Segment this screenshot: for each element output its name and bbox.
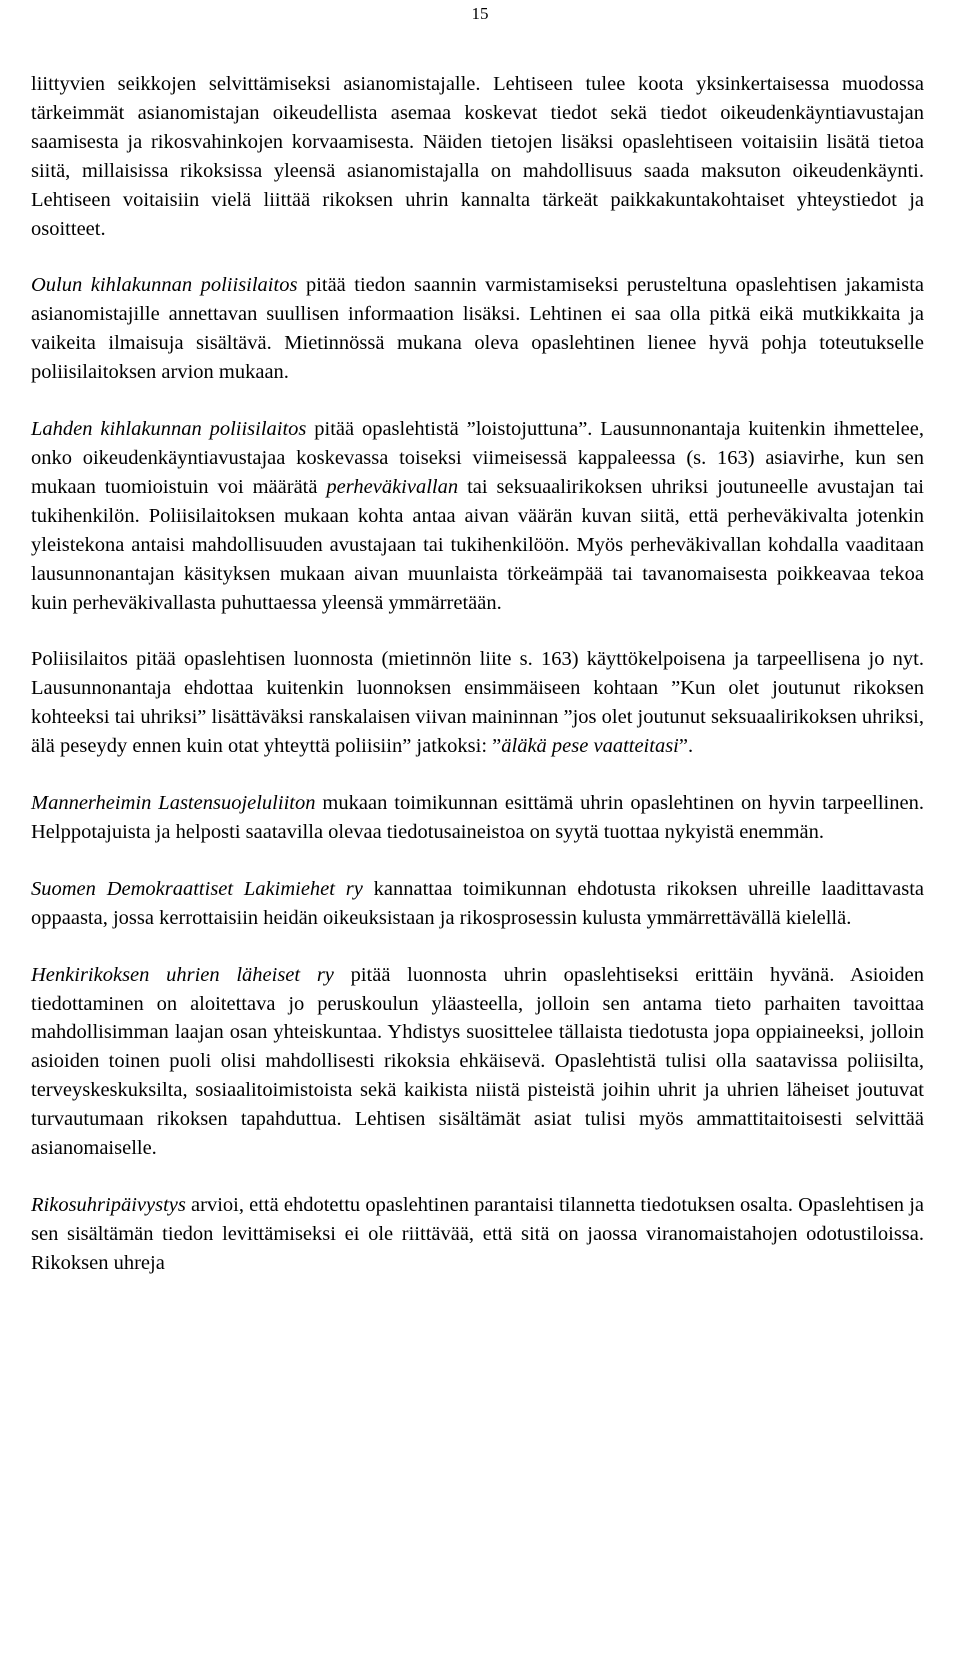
paragraph-text: pitää tiedon saannin varmistamiseksi perusteltuna opaslehtisen jakamista asianomistajille annettavan suullisen informaation lisäksi. Lehtinen ei saa olla pitkä eikä mutkikkaita ja vaikeita ilmaisuja sisältävä. Mietinnössä mukana oleva opaslehtinen lienee hyvä pohja toteutukselle poliisilaitoksen arvion mukaan. (31, 274, 924, 384)
paragraph-text: pitää opaslehtistä ”loistojuttuna”. Lausunnonantaja kuitenkin ihmettelee, onko oikeudenkäyntiavustajaa koskevassa toiseksi viimeisessä kappaleessa (s. 163) asiavirhe, kun sen mukaan tuomioistuin voi määrätä (31, 418, 924, 498)
paragraph (31, 875, 924, 933)
paragraph-text: liittyvien seikkojen selvittämiseksi asianomistajalle. Lehtiseen tulee koota yksinkertaisessa muodossa tärkeimmät asianomistajan oikeudellista asemaa koskevat tiedot sekä tiedot oikeudenkäyntiavustajan saamisesta ja rikosvahinkojen korvaamisesta. Näiden tietojen lisäksi opaslehtiseen voitaisiin lisätä tietoa siitä, millaisissa rikoksissa yleensä asianomistajalla on mahdollisuus saada maksuton oikeudenkäynti. Lehtiseen voitaisiin vielä liittää rikoksen uhrin kannalta tärkeät paikkakuntakohtaiset yhteystiedot ja osoitteet. (31, 73, 924, 240)
paragraph (31, 1191, 924, 1278)
paragraph-text: ”. (678, 735, 694, 758)
organization-name: Mannerheimin Lastensuojeluliiton (31, 792, 316, 815)
emphasized-term: perheväkivallan (326, 475, 459, 498)
emphasized-quote: äläkä pese vaatteitasi (501, 735, 679, 758)
paragraph-text: arvioi, että ehdotettu opaslehtinen parantaisi tilannetta tiedotuksen osalta. Opaslehtisen ja sen sisältämän tiedon levittämiseksi ei ole riittävää, että sitä on jaossa viranomaistahojen odotustiloissa. Rikoksen uhreja (31, 1194, 924, 1274)
paragraph-text: pitää luonnosta uhrin opaslehtiseksi erittäin hyvänä. Asioiden tiedottaminen on aloitettava jo peruskoulun yläasteella, jolloin sen antama tieto parhaiten tavoittaa mahdollisimman laajan osan yhteiskuntaa. Yhdistys suosittelee tällaista tiedotusta jopa oppiaineeksi, jolloin asioiden toinen puoli olisi mahdollisesti rikoksia ehkäisevä. Opaslehtistä tulisi olla saatavissa poliisilta, terveyskeskuksilta, sosiaalitoimistoista sekä kaikista niistä pisteistä joihin uhrit ja uhrien läheiset joutuvat turvautumaan rikoksen tapahduttua. Lehtisen sisältämät asiat tulisi myös ammattitaitoisesti selvittää asianomaiselle. (31, 963, 924, 1160)
organization-name: Henkirikoksen uhrien läheiset ry (31, 963, 334, 986)
organization-name: Suomen Demokraattiset Lakimiehet ry (31, 877, 363, 900)
paragraph-text: tai seksuaalirikoksen uhriksi joutuneelle avustajan tai tukihenkilön. Poliisilaitoksen mukaan kohta antaa aivan väärän kuvan siitä, että perheväkivalta jotenkin yleistekona antaisi mahdollisuuden avustajaan tai tukihenkilöön. Myös perheväkivallan kohdalla vaaditaan lausunnonantajan käsityksen mukaan aivan muunlaista törkeämpää tai tavanomaisesta poikkeavaa tekoa kuin perheväkivallasta puhuttaessa yleensä ymmärretään. (31, 475, 924, 614)
paragraph (31, 70, 924, 243)
document-body (31, 70, 924, 1278)
paragraph (31, 789, 924, 847)
page-number: 15 (471, 4, 489, 23)
paragraph-text: Poliisilaitos pitää opaslehtisen luonnosta (mietinnön liite s. 163) käyttökelpoisena ja tarpeellisena jo nyt. Lausunnonantaja ehdottaa kuitenkin luonnoksen ensimmäiseen kohtaan ”Kun olet joutunut rikoksen kohteeksi tai uhriksi” lisättäväksi ranskalaisen viivan maininnan ”jos olet joutunut seksuaalirikoksen uhriksi, älä peseydy ennen kuin otat yhteyttä poliisiin” jatkoksi: ” (31, 648, 924, 758)
paragraph (31, 645, 924, 761)
paragraph (31, 415, 924, 617)
paragraph-text: mukaan toimikunnan esittämä uhrin opaslehtinen on hyvin tarpeellinen. Helppotajuista ja helposti saatavilla olevaa tiedotusaineistoa on syytä tuottaa nykyistä enemmän. (31, 792, 924, 843)
paragraph (31, 271, 924, 387)
paragraph (31, 961, 924, 1163)
organization-name: Rikosuhripäivystys (31, 1194, 186, 1216)
organization-name: Oulun kihlakunnan poliisilaitos (31, 274, 298, 297)
paragraph-text: kannattaa toimikunnan ehdotusta rikoksen uhreille laadittavasta oppaasta, jossa kerrottaisiin heidän oikeuksistaan ja rikosprosessin kulusta ymmärrettävällä kielellä. (31, 877, 924, 929)
organization-name: Lahden kihlakunnan poliisilaitos (31, 418, 307, 441)
